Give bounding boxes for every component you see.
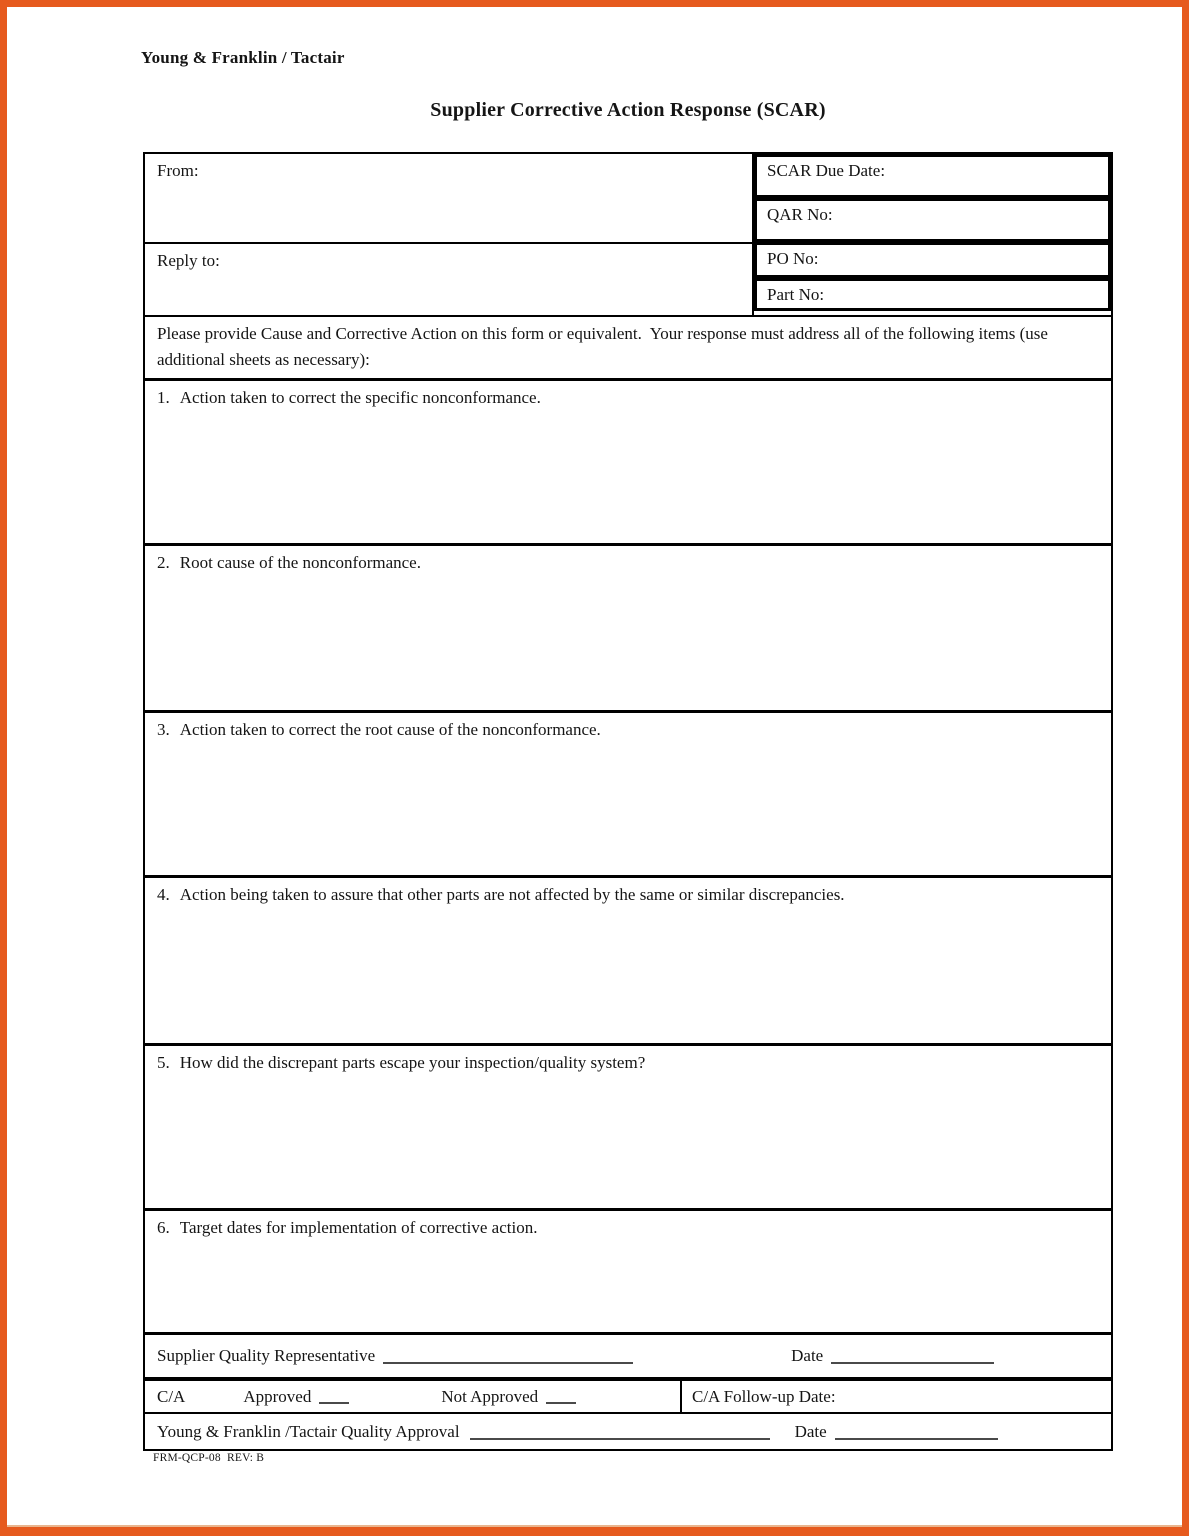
reply-to-field[interactable] (145, 244, 752, 315)
part-no-field[interactable] (754, 278, 1111, 311)
ca-label: C/A (157, 1386, 186, 1406)
scar-form-table (143, 152, 1113, 1451)
ca-approval-row (145, 1377, 1111, 1412)
section-1-answer-area[interactable] (145, 378, 1111, 543)
supplier-date-line[interactable] (831, 1348, 994, 1364)
approval-date-label: Date (794, 1421, 827, 1441)
section-6-number: 6. (157, 1218, 170, 1237)
part-no-label: Part No: (767, 285, 825, 304)
section-5-label: How did the discrepant parts escape your inspection/quality system? (179, 1053, 646, 1072)
section-3-label: Action taken to correct the root cause of the nonconformance. (179, 720, 601, 739)
page-title: Supplier Corrective Action Response (SCAR) (430, 99, 826, 121)
supplier-rep-label: Supplier Quality Representative (157, 1346, 376, 1365)
qar-no-label: QAR No: (767, 205, 833, 224)
from-label: From: (157, 161, 199, 180)
company-header: Young & Franklin / Tactair (141, 48, 345, 67)
address-info-row (145, 154, 1111, 315)
section-5-answer-area[interactable] (145, 1043, 1111, 1208)
section-6-label: Target dates for implementation of corrective action. (179, 1218, 538, 1237)
approved-label: Approved (243, 1386, 312, 1406)
approval-date-line[interactable] (835, 1424, 998, 1440)
supplier-signature-row (145, 1332, 1111, 1377)
section-5-number: 5. (157, 1053, 170, 1072)
approved-checkbox-line[interactable] (319, 1390, 349, 1404)
supplier-signature-line[interactable] (383, 1348, 633, 1364)
section-2-label: Root cause of the nonconformance. (179, 553, 421, 572)
section-1-label: Action taken to correct the specific nonconformance. (179, 388, 541, 407)
supplier-date-label: Date (791, 1346, 824, 1365)
quality-approval-label: Young & Franklin /Tactair Quality Approval (157, 1421, 460, 1441)
section-3-number: 3. (157, 720, 170, 739)
ca-followup-field[interactable] (682, 1381, 1111, 1412)
ca-followup-label: C/A Follow-up Date: (692, 1386, 836, 1406)
ca-approval-cell (145, 1381, 682, 1412)
instructions-text: Please provide Cause and Corrective Action on this form or equivalent. Your response must address all of the following items (use additional sheets as necessary): (145, 315, 1111, 378)
section-2-answer-area[interactable] (145, 543, 1111, 710)
not-approved-checkbox-line[interactable] (546, 1390, 576, 1404)
from-field[interactable] (145, 154, 752, 244)
po-no-field[interactable] (754, 242, 1111, 278)
po-no-label: PO No: (767, 249, 819, 268)
section-2-number: 2. (157, 553, 170, 572)
address-column (145, 154, 754, 315)
section-4-answer-area[interactable] (145, 875, 1111, 1043)
section-1-number: 1. (157, 388, 170, 407)
scar-due-date-label: SCAR Due Date: (767, 161, 886, 180)
section-4-number: 4. (157, 885, 170, 904)
quality-approval-signature-line[interactable] (470, 1424, 770, 1440)
reply-to-label: Reply to: (157, 251, 220, 270)
qar-no-field[interactable] (754, 198, 1111, 242)
scar-due-date-field[interactable] (754, 154, 1111, 198)
section-4-label: Action being taken to assure that other parts are not affected by the same or similar discrepancies. (179, 885, 845, 904)
not-approved-label: Not Approved (441, 1386, 539, 1406)
form-number: FRM-QCP-08 REV: B (153, 1452, 265, 1464)
section-3-answer-area[interactable] (145, 710, 1111, 875)
reference-column (754, 154, 1111, 315)
section-6-answer-area[interactable] (145, 1208, 1111, 1332)
quality-approval-row (145, 1412, 1111, 1449)
